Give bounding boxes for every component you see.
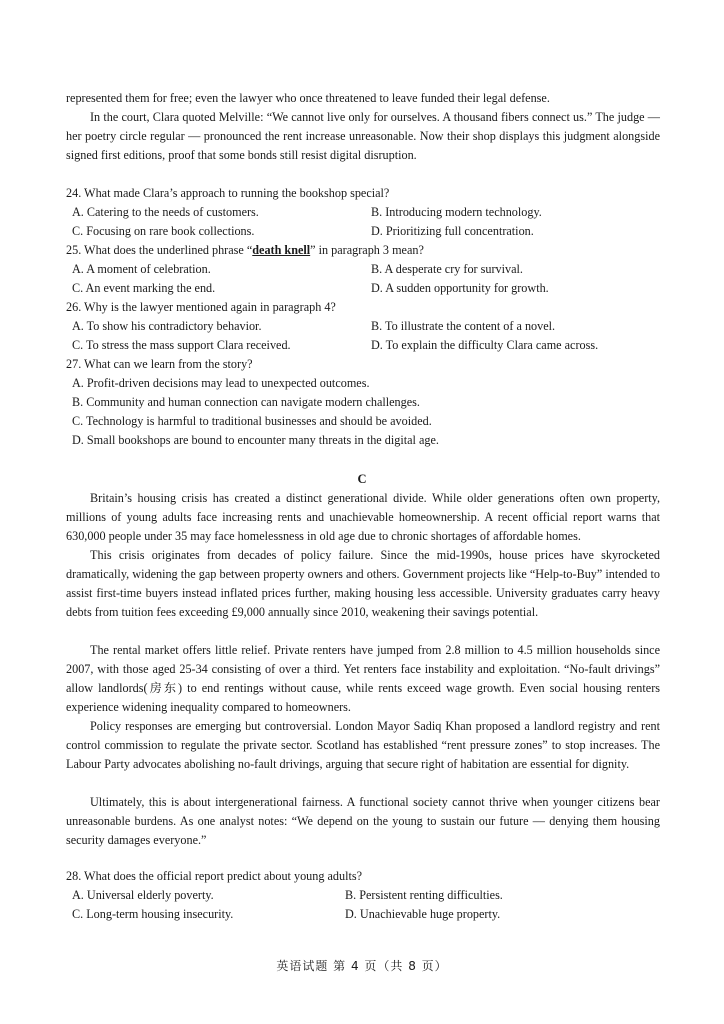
passage-c-paragraph-2: This crisis originates from decades of policy failure. Since the mid-1990s, house prices have skyrocketed dramatically, widening the gap between property owners and others. Government projects like “Help-to-Buy” intended to assist first-time buyers instead inflated prices further, making housing less accessible. University graduates carry heavy debts from tuition fees exceeding £9,000 annually since 2010, weakening their savings potential. (66, 548, 660, 619)
question-26-option-b: B. To illustrate the content of a novel. (371, 319, 556, 333)
question-27-stem: 27. What can we learn from the story? (66, 357, 253, 371)
question-24-option-d: D. Prioritizing full concentration. (371, 224, 534, 238)
question-28-option-b: B. Persistent renting difficulties. (345, 888, 503, 902)
question-28-stem: 28. What does the official report predict about young adults? (66, 869, 363, 883)
passage-c-paragraph-4: Policy responses are emerging but controversial. London Mayor Sadiq Khan proposed a landlord registry and rent control commission to regulate the private sector. Scotland has established “rent pressure zones” to stop increases. The Labour Party advocates abolishing no-fault drivings, arguing that secure right of habitation are essential for dignity. (66, 719, 660, 771)
question-24-option-b: B. Introducing modern technology. (371, 205, 542, 219)
question-26-stem: 26. Why is the lawyer mentioned again in paragraph 4? (66, 300, 336, 314)
question-25-stem-post: ” in paragraph 3 mean? (310, 243, 424, 257)
question-24-option-c: C. Focusing on rare book collections. (72, 224, 255, 238)
question-25-stem (66, 241, 424, 260)
question-24-stem: 24. What made Clara’s approach to running the bookshop special? (66, 186, 390, 200)
question-27-option-d: D. Small bookshops are bound to encounter many threats in the digital age. (72, 433, 439, 447)
question-26-option-c: C. To stress the mass support Clara received. (72, 338, 291, 352)
question-25-option-b: B. A desperate cry for survival. (371, 262, 523, 276)
passage-b-paragraph-end: represented them for free; even the lawyer who once threatened to leave funded their legal defense. (66, 91, 550, 105)
question-28-option-c: C. Long-term housing insecurity. (72, 907, 234, 921)
question-27-option-c: C. Technology is harmful to traditional businesses and should be avoided. (72, 414, 432, 428)
question-24-option-a: A. Catering to the needs of customers. (72, 205, 259, 219)
question-28-option-d: D. Unachievable huge property. (345, 907, 501, 921)
question-26-option-d: D. To explain the difficulty Clara came across. (371, 338, 599, 352)
page-footer: 英语试题 第 4 页（共 8 页） (276, 959, 448, 973)
question-25-stem-pre: 25. What does the underlined phrase “ (66, 243, 253, 257)
question-27-option-b: B. Community and human connection can navigate modern challenges. (72, 395, 420, 409)
passage-c-heading: C (357, 472, 367, 486)
question-25-option-a: A. A moment of celebration. (72, 262, 211, 276)
passage-b-paragraph-court: In the court, Clara quoted Melville: “We cannot live only for ourselves. A thousand fibers connect us.” The judge — her poetry circle regular — pronounced the rent increase unreasonable. Now their shop displays this judgment alongside signed first editions, proof that some bonds still resist digital disruption. (66, 110, 660, 162)
question-28-option-a: A. Universal elderly poverty. (72, 888, 214, 902)
passage-c-paragraph-5: Ultimately, this is about intergenerational fairness. A functional society cannot thrive when younger citizens bear unreasonable burdens. As one analyst notes: “We depend on the young to sustain our future — denying them housing security damages everyone.” (66, 795, 660, 847)
passage-c-paragraph-3: The rental market offers little relief. Private renters have jumped from 2.8 million to 4.5 million households since 2007, with those aged 25-34 consisting of over a third. Yet renters face instability and exploitation. “No-fault drivings” allow landlords(房东) to end rentings without cause, while rents exceed wage growth. Even social housing renters experience widening inequality compared to homeowners. (66, 643, 660, 714)
question-25-option-d: D. A sudden opportunity for growth. (371, 281, 549, 295)
question-26-option-a: A. To show his contradictory behavior. (72, 319, 262, 333)
underlined-phrase: death knell (252, 243, 311, 257)
question-27-option-a: A. Profit-driven decisions may lead to unexpected outcomes. (72, 376, 370, 390)
passage-c-paragraph-1: Britain’s housing crisis has created a distinct generational divide. While older generations often own property, millions of young adults face increasing rents and unachievable homeownership. A recent official report warns that 630,000 people under 35 may face homelessness in old age due to chronic shortages of affordable homes. (66, 491, 660, 543)
question-25-option-c: C. An event marking the end. (72, 281, 216, 295)
